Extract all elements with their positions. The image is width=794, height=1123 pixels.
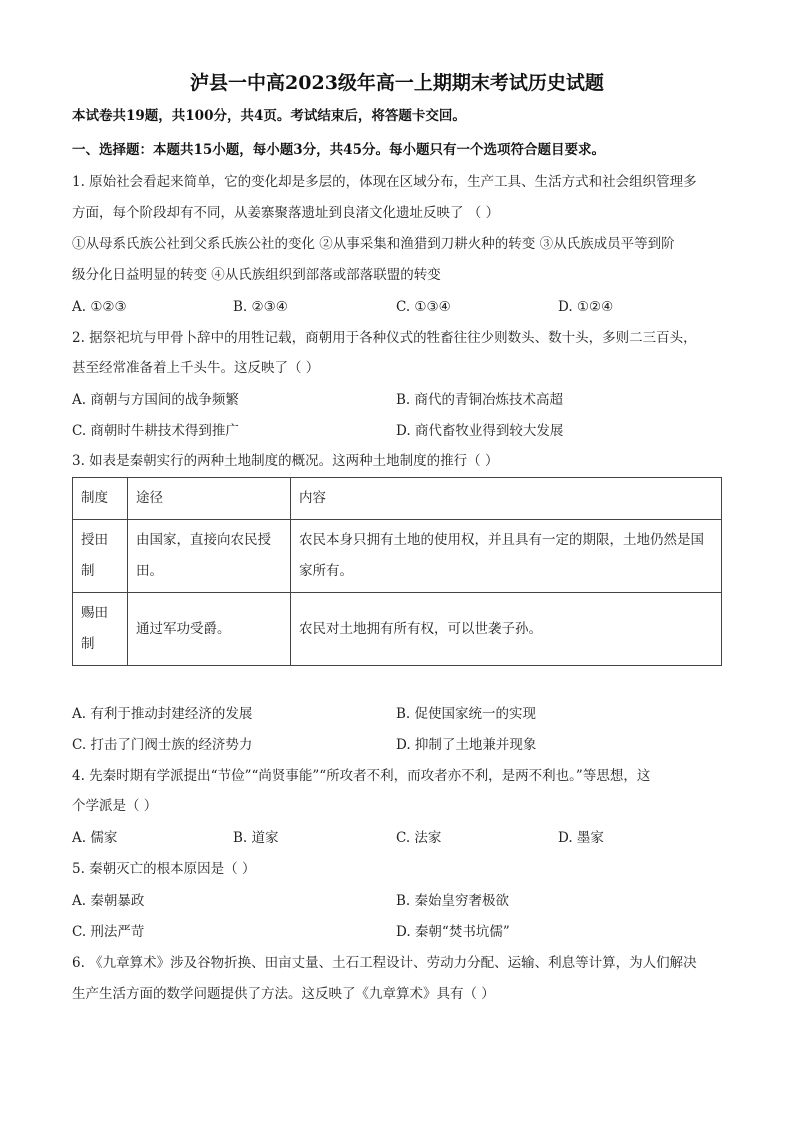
question-4-stem-line2: 个学派是（ ） [72, 798, 158, 814]
question-5-option-a[interactable]: A. 秦朝暴政 [72, 893, 145, 909]
question-4-option-c[interactable]: C. 法家 [396, 830, 442, 846]
table-header-row [73, 478, 722, 520]
question-4-option-d[interactable]: D. 墨家 [558, 830, 604, 846]
section-heading: 一、选择题：本题共15小题，每小题3分，共45分。每小题只有一个选项符合题目要求。 [72, 142, 605, 158]
question-1-stem-line1: 1. 原始社会看起来简单，它的变化却是多层的，体现在区域分布，生产工具、生活方式和社会组织管理多 [72, 174, 697, 190]
table-header-cell: 制度 [73, 478, 128, 520]
exam-intro: 本试卷共19题，共100分，共4页。考试结束后，将答题卡交回。 [72, 108, 466, 124]
exam-title: 泸县一中高2023级年高一上期期末考试历史试题 [190, 72, 604, 94]
table-cell: 农民本身只拥有土地的使用权，并且具有一定的期限，土地仍然是国家所有。 [291, 520, 722, 593]
question-2-stem-line1: 2. 据祭祀坑与甲骨卜辞中的用牲记载，商朝用于各种仪式的牲畜往往少则数头、数十头，多则二三百头， [72, 330, 697, 346]
question-2-stem-line2: 甚至经常准备着上千头牛。这反映了（ ） [72, 360, 320, 376]
question-5-option-d[interactable]: D. 秦朝“焚书坑儒” [396, 924, 510, 940]
question-3-option-c[interactable]: C. 打击了门阀士族的经济势力 [72, 737, 253, 753]
table-header-cell: 途径 [128, 478, 291, 520]
question-1-option-b[interactable]: B. ②③④ [233, 299, 288, 315]
question-4-option-a[interactable]: A. 儒家 [72, 830, 118, 846]
question-5-option-c[interactable]: C. 刑法严苛 [72, 924, 145, 940]
question-4-option-b[interactable]: B. 道家 [233, 830, 279, 846]
question-1-items-line1: ①从母系氏族公社到父系氏族公社的变化 ②从事采集和渔猎到刀耕火种的转变 ③从氏族成员平等到阶 [72, 236, 675, 252]
table-header-cell: 内容 [291, 478, 722, 520]
table-cell: 赐田制 [73, 593, 128, 666]
table-row [73, 593, 722, 666]
question-3-option-b[interactable]: B. 促使国家统一的实现 [396, 706, 537, 722]
question-3-option-a[interactable]: A. 有利于推动封建经济的发展 [72, 706, 253, 722]
question-2-option-c[interactable]: C. 商朝时牛耕技术得到推广 [72, 423, 239, 439]
question-3-stem: 3. 如表是秦朝实行的两种土地制度的概况。这两种土地制度的推行（ ） [72, 453, 499, 469]
question-2-option-b[interactable]: B. 商代的青铜冶炼技术高超 [396, 392, 564, 408]
land-system-table [72, 477, 722, 666]
table-cell: 授田制 [73, 520, 128, 593]
question-5-stem: 5. 秦朝灭亡的根本原因是（ ） [72, 861, 256, 877]
question-1-items-line2: 级分化日益明显的转变 ④从氏族组织到部落或部落联盟的转变 [72, 267, 441, 283]
question-5-option-b[interactable]: B. 秦始皇穷奢极欲 [396, 893, 510, 909]
question-1-option-a[interactable]: A. ①②③ [72, 299, 127, 315]
question-1-stem-line2: 方面，每个阶段却有不同，从姜寨聚落遗址到良渚文化遗址反映了 （ ） [72, 205, 500, 221]
question-3-option-d[interactable]: D. 抑制了土地兼并现象 [396, 737, 537, 753]
question-1-option-d[interactable]: D. ①②④ [558, 299, 614, 315]
table-row [73, 520, 722, 593]
question-1-option-c[interactable]: C. ①③④ [396, 299, 451, 315]
question-4-stem-line1: 4. 先秦时期有学派提出“节俭”“尚贤事能”“所攻者不利，而攻者亦不利，是两不利也。”等思想，这 [72, 768, 651, 784]
question-6-stem-line2: 生产生活方面的数学问题提供了方法。这反映了《九章算术》具有（ ） [72, 986, 495, 1002]
table-cell: 农民对土地拥有所有权，可以世袭子孙。 [291, 593, 722, 666]
question-6-stem-line1: 6. 《九章算术》涉及谷物折换、田亩丈量、土石工程设计、劳动力分配、运输、利息等计算，为人们解决 [72, 955, 697, 971]
question-2-option-a[interactable]: A. 商朝与方国间的战争频繁 [72, 392, 239, 408]
question-2-option-d[interactable]: D. 商代畜牧业得到较大发展 [396, 423, 564, 439]
table-cell: 由国家，直接向农民授田。 [128, 520, 291, 593]
table-cell: 通过军功受爵。 [128, 593, 291, 666]
